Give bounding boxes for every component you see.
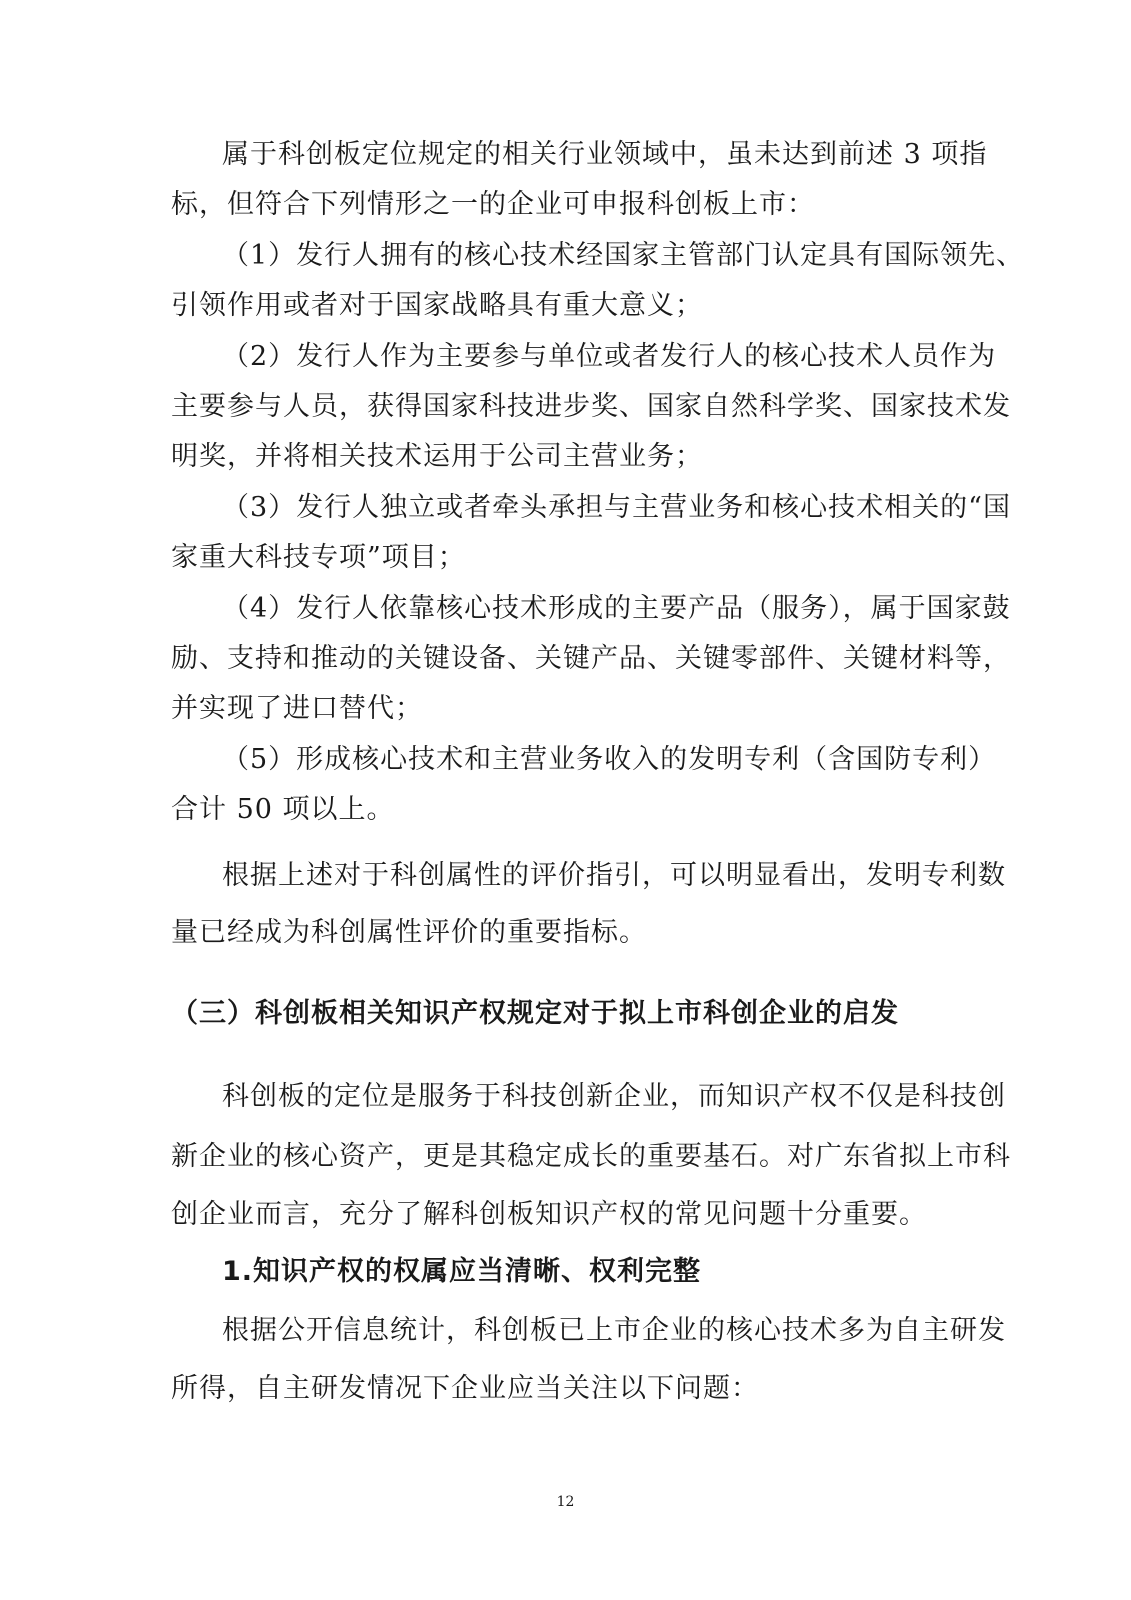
list-item-4-line: 并实现了进口替代； xyxy=(171,693,423,724)
list-item-4-line: 励、支持和推动的关键设备、关键产品、关键零部件、关键材料等， xyxy=(171,643,1011,674)
paragraph-line: 标，但符合下列情形之一的企业可申报科创板上市： xyxy=(171,189,815,220)
paragraph-line: 创企业而言，充分了解科创板知识产权的常见问题十分重要。 xyxy=(171,1199,927,1230)
page-number: 12 xyxy=(556,1494,575,1510)
list-item-2-line: 明奖，并将相关技术运用于公司主营业务； xyxy=(171,441,703,472)
list-item-4-line: （4）发行人依靠核心技术形成的主要产品（服务），属于国家鼓 xyxy=(222,593,1011,624)
paragraph-line: 科创板的定位是服务于科技创新企业，而知识产权不仅是科技创 xyxy=(222,1081,1006,1112)
paragraph-line: 量已经成为科创属性评价的重要指标。 xyxy=(171,917,647,948)
section-heading: （三）科创板相关知识产权规定对于拟上市科创企业的启发 xyxy=(171,998,899,1029)
paragraph-line: 新企业的核心资产，更是其稳定成长的重要基石。对广东省拟上市科 xyxy=(171,1141,1011,1172)
subheading: 1.知识产权的权属应当清晰、权利完整 xyxy=(222,1256,702,1287)
list-item-3-line: 家重大科技专项”项目； xyxy=(171,542,466,573)
list-item-2-line: 主要参与人员，获得国家科技进步奖、国家自然科学奖、国家技术发 xyxy=(171,391,1011,422)
list-item-5-line: 合计 50 项以上。 xyxy=(171,794,395,825)
list-item-3-line: （3）发行人独立或者牵头承担与主营业务和核心技术相关的“国 xyxy=(222,492,1011,523)
paragraph-line: 所得，自主研发情况下企业应当关注以下问题： xyxy=(171,1373,759,1404)
paragraph-line: 属于科创板定位规定的相关行业领域中，虽未达到前述 3 项指 xyxy=(222,139,988,170)
paragraph-line: 根据公开信息统计，科创板已上市企业的核心技术多为自主研发 xyxy=(222,1315,1006,1346)
list-item-5-line: （5）形成核心技术和主营业务收入的发明专利（含国防专利） xyxy=(222,744,997,775)
list-item-1-line: （1）发行人拥有的核心技术经国家主管部门认定具有国际领先、 xyxy=(222,240,1025,271)
list-item-1-line: 引领作用或者对于国家战略具有重大意义； xyxy=(171,290,703,321)
paragraph-line: 根据上述对于科创属性的评价指引，可以明显看出，发明专利数 xyxy=(222,860,1006,891)
list-item-2-line: （2）发行人作为主要参与单位或者发行人的核心技术人员作为 xyxy=(222,341,997,372)
